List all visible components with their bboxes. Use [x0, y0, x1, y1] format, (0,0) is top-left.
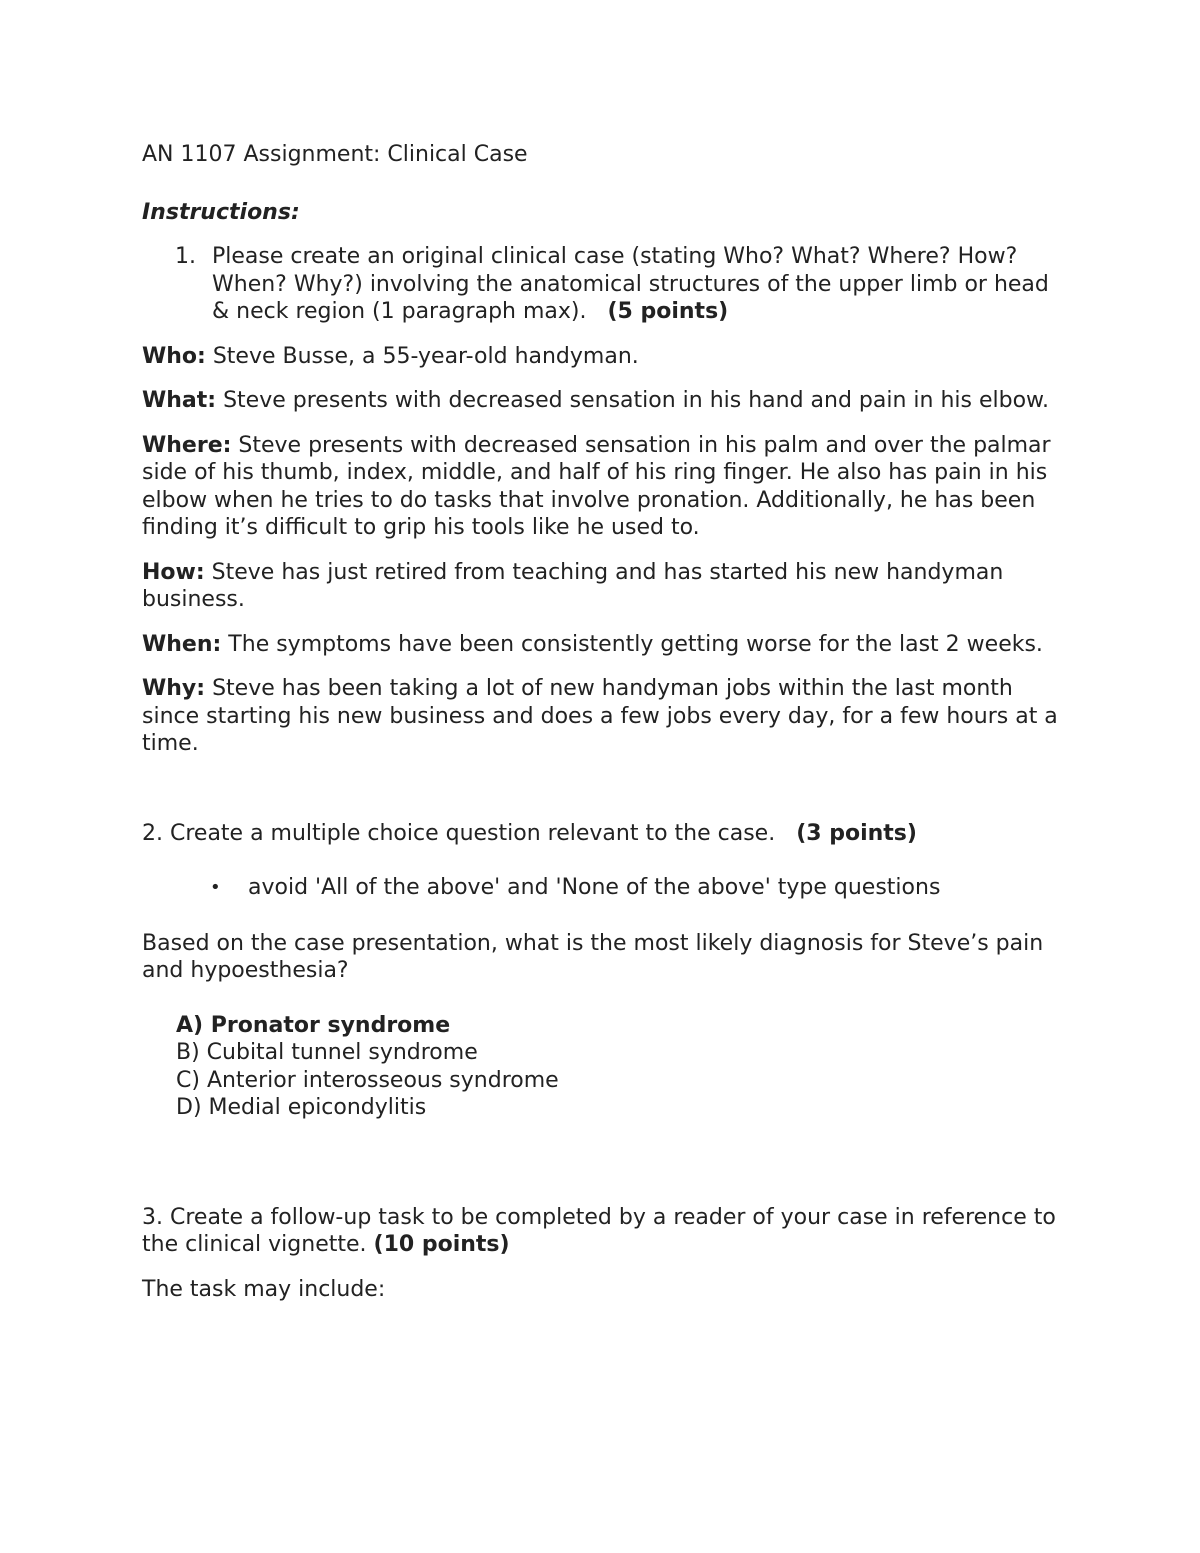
question-2-text: 2. Create a multiple choice question relevant to the case. — [142, 820, 776, 846]
mcq-option-d: D) Medial epicondylitis — [176, 1095, 427, 1120]
mcq-stem: Based on the case presentation, what is the most likely diagnosis for Steve’s pain and hypoesthesia? — [142, 930, 1044, 983]
question-1-number: 1. — [175, 244, 196, 269]
case-how — [142, 559, 1062, 614]
question-1-points: (5 points) — [607, 299, 729, 324]
bullet-icon: • — [210, 877, 221, 898]
when-label: When: — [142, 631, 222, 657]
question-3-text: 3. Create a follow-up task to be completed by a reader of your case in reference to the clinical vignette. — [142, 1204, 1056, 1257]
what-label: What: — [142, 388, 217, 413]
where-label: Where: — [142, 432, 232, 458]
mcq-option-a: A) Pronator syndrome — [176, 1012, 451, 1038]
case-who — [142, 343, 1062, 371]
question-1-text: Please create an original clinical case (stating Who? What? Where? How? When? Why?) involving the anatomical structures of the upper limb or head & neck region (1 paragraph max). — [212, 244, 1049, 324]
question-1-body — [212, 243, 1062, 326]
how-label: How: — [142, 559, 205, 585]
document-title: AN 1107 Assignment: Clinical Case — [142, 142, 528, 167]
question-2 — [142, 820, 1062, 848]
how-text: Steve has just retired from teaching and has started his new handyman business. — [142, 559, 1004, 612]
question-2-points: (3 points) — [796, 820, 917, 846]
case-when — [142, 631, 1062, 659]
question-2-bullet-text: avoid 'All of the above' and 'None of the above' type questions — [248, 875, 941, 900]
why-label: Why: — [142, 676, 206, 701]
who-text: Steve Busse, a 55-year-old handyman. — [205, 343, 639, 369]
mcq-option-c: C) Anterior interosseous syndrome — [176, 1067, 559, 1093]
where-text: Steve presents with decreased sensation in his palm and over the palmar side of his thumb, index, middle, and half of his ring finger. He also has pain in his elbow when he tries to do tasks that involve pronation. Additionally, he has been finding it’s difficult to grip his tools like he used to. — [142, 432, 1051, 540]
case-what — [142, 387, 1062, 415]
instructions-heading: Instructions: — [142, 199, 300, 225]
question-3-points: (10 points) — [373, 1232, 510, 1257]
question-2-bullet — [210, 874, 1062, 902]
question-3 — [142, 1204, 1062, 1259]
mcq-options — [176, 1012, 1062, 1122]
when-text: The symptoms have been consistently getting worse for the last 2 weeks. — [221, 631, 1043, 657]
task-intro: The task may include: — [142, 1276, 386, 1302]
document-content — [142, 141, 1062, 1303]
spacer — [142, 775, 1062, 820]
case-why — [142, 675, 1062, 758]
what-text: Steve presents with decreased sensation in his hand and pain in his elbow. — [216, 388, 1050, 413]
question-1 — [175, 243, 1062, 326]
case-where — [142, 432, 1062, 542]
mcq-option-b: B) Cubital tunnel syndrome — [176, 1040, 478, 1065]
who-label: Who: — [142, 343, 206, 369]
spacer — [142, 1122, 1062, 1204]
why-text: Steve has been taking a lot of new handyman jobs within the last month since starting his new business and does a few jobs every day, for a few hours at a time. — [142, 676, 1058, 756]
